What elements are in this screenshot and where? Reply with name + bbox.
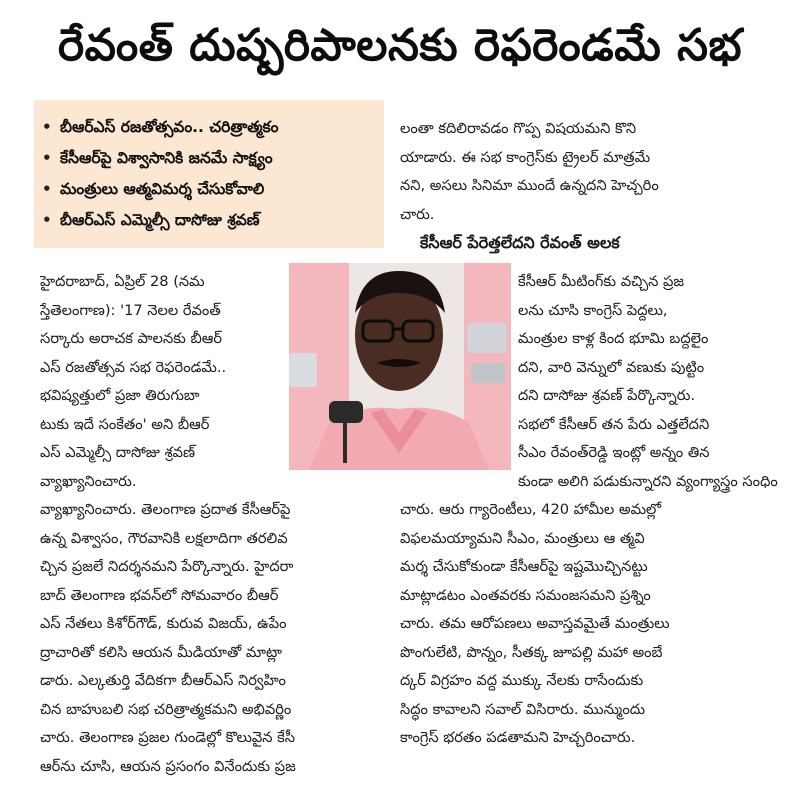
text-line: లంతా కదిలిరావడం గొప్ప విషయమని కొని — [400, 120, 637, 137]
text-line: చ్చిన ప్రజలే నిదర్శనమని పేర్కొన్నారు. హైదరా — [40, 558, 294, 575]
bullet-icon: • — [42, 211, 52, 229]
text-line: వ్యాఖ్యానించారు. తెలంగాణ ప్రదాత కేసీఆర్‌పై — [40, 501, 291, 518]
portrait-illustration — [289, 263, 511, 470]
text-line: సిద్ధం కావాలని సవాల్ విసిరారు. మున్ముందు — [400, 700, 646, 718]
text-line: స్తేతెలంగాణ): '17 నెలల రేవంత్ — [40, 301, 221, 319]
article-right-top — [400, 115, 780, 229]
text-line: చారు. — [400, 205, 435, 223]
highlight-item: • కేసీఆర్‌పై విశ్వాసానికి జనమే సాక్ష్యం — [42, 143, 374, 174]
text-line: చారు. తమ ఆరోపణలు అవాస్తవమైతే మంత్రులు — [400, 615, 670, 632]
text-line: మంత్రుల కాళ్ల కింద భూమి బద్దలైం — [518, 330, 709, 347]
article-right-mid — [518, 268, 780, 496]
text-line: దని, వారి వెన్నులో వణుకు పుట్టిం — [518, 358, 705, 376]
text-line: ఆర్‌ను చూసి, ఆయన ప్రసంగం వినేందుకు ప్రజ — [40, 757, 296, 775]
text-line: ద్రాచారితో కలిసి ఆయన మీడియాతో మాట్లా — [40, 643, 282, 661]
text-line: ఎస్ రజతోత్సవ సభ రెఫరెండమే.. — [40, 358, 227, 376]
article-left-top — [40, 268, 284, 496]
text-line: వ్యాఖ్యానించారు. — [40, 472, 137, 490]
article-right-bottom — [400, 496, 780, 753]
text-line: నని, అసలు సినిమా ముందే ఉన్నదని హెచ్చరిం — [400, 177, 659, 194]
text-line: సభలో కేసీఆర్ తన పేరు ఎత్తలేదని — [518, 415, 710, 433]
text-line: యాడారు. ఈ సభ కాంగ్రెస్‌కు ట్రైలర్ మాత్రమే — [400, 148, 651, 166]
text-line: దని దాసోజు శ్రవణ్ పేర్కొన్నారు. — [518, 387, 696, 404]
text-line: చిన బాహుబలి సభ చరిత్రాత్మకమని అభివర్ణిం — [40, 700, 292, 718]
text-line: మాట్లాడటం ఎంతవరకు సమంజసమని ప్రశ్నిం — [400, 586, 651, 604]
highlights-box — [34, 100, 384, 248]
speaker-photo — [289, 263, 511, 470]
text-line: టుకు ఇదే సంకేతం' అని బీఆర్ — [40, 415, 210, 433]
subheading: కేసీఆర్ పేరెత్తలేదని రేవంత్ అలక — [420, 233, 620, 252]
text-line: ఎస్ ఎమ్మెల్సీ దాసోజు శ్రవణ్ — [40, 444, 196, 461]
headline: రేవంత్ దుష్పరిపాలనకు రెఫరెండమే సభ — [58, 20, 742, 71]
bullet-icon: • — [42, 180, 52, 198]
text-line: భవిష్యత్తులో ప్రజా తిరుగుబా — [40, 387, 200, 404]
text-line: ఉన్న విశ్వాసం, గౌరవానికి లక్షలాదిగా తరలివ — [40, 529, 288, 547]
text-line: మర్శ చేసుకోకుండా కేసీఆర్‌పై ఇష్టమొచ్చినట్టు — [400, 558, 648, 575]
bullet-icon: • — [42, 149, 52, 167]
text-line: ఎస్ నేతలు కిశోర్‌గౌడ్, కురువ విజయ్, ఉపేం — [40, 615, 287, 632]
text-line: పొంగులేటి, పొన్నం, సీతక్క జూపల్లి మహా అంబే — [400, 643, 663, 661]
text-line: ద్కర్ విగ్రహం వద్ద ముక్కు నేలకు రాసేందుకు — [400, 672, 644, 689]
text-line: చారు. ఆరు గ్యారెంటీలు, 420 హామీల అమల్లో — [400, 501, 662, 518]
text-line: లను చూసి కాంగ్రెస్ పెద్దలు, — [518, 301, 668, 319]
text-line: కుండా అలిగి పడుకున్నారని వ్యంగ్యాస్త్రం సంధిం — [518, 472, 778, 490]
highlight-item: • బీఆర్ఎస్ ఎమ్మెల్సీ దాసోజు శ్రవణ్ — [42, 205, 374, 236]
text-line: చారు. తెలంగాణ ప్రజల గుండెల్లో కొలువైన కేసీ — [40, 729, 296, 746]
text-line: విఫలమయ్యామని సీఎం, మంత్రులు ఆ త్మవి — [400, 529, 645, 547]
highlight-item: • మంత్రులు ఆత్మవిమర్శ చేసుకోవాలి — [42, 174, 374, 205]
text-line: సర్కారు అరాచక పాలనకు బీఆర్ — [40, 330, 223, 347]
text-line: డారు. ఎల్కతుర్తి వేదికగా బీఆర్ఎస్ నిర్వహిం — [40, 672, 286, 689]
text-line: హైదరాబాద్, ఏప్రిల్ 28 (నమ — [40, 273, 205, 290]
bullet-icon: • — [42, 118, 52, 136]
text-line: సీఎం రేవంత్‌రెడ్డి ఇంట్లో అన్నం తిన — [518, 444, 710, 461]
text-line: బాద్ తెలంగాణ భవన్‌లో సోమవారం బీఆర్ — [40, 586, 279, 604]
article-left-bottom — [40, 496, 388, 781]
highlight-item: • బీఆర్ఎస్ రజతోత్సవం.. చరిత్రాత్మకం — [42, 112, 374, 143]
text-line: కాంగ్రెస్ భరతం పడతామని హెచ్చరించారు. — [400, 729, 636, 746]
text-line: కేసీఆర్ మీటింగ్‌కు వచ్చిన ప్రజ — [518, 273, 685, 290]
